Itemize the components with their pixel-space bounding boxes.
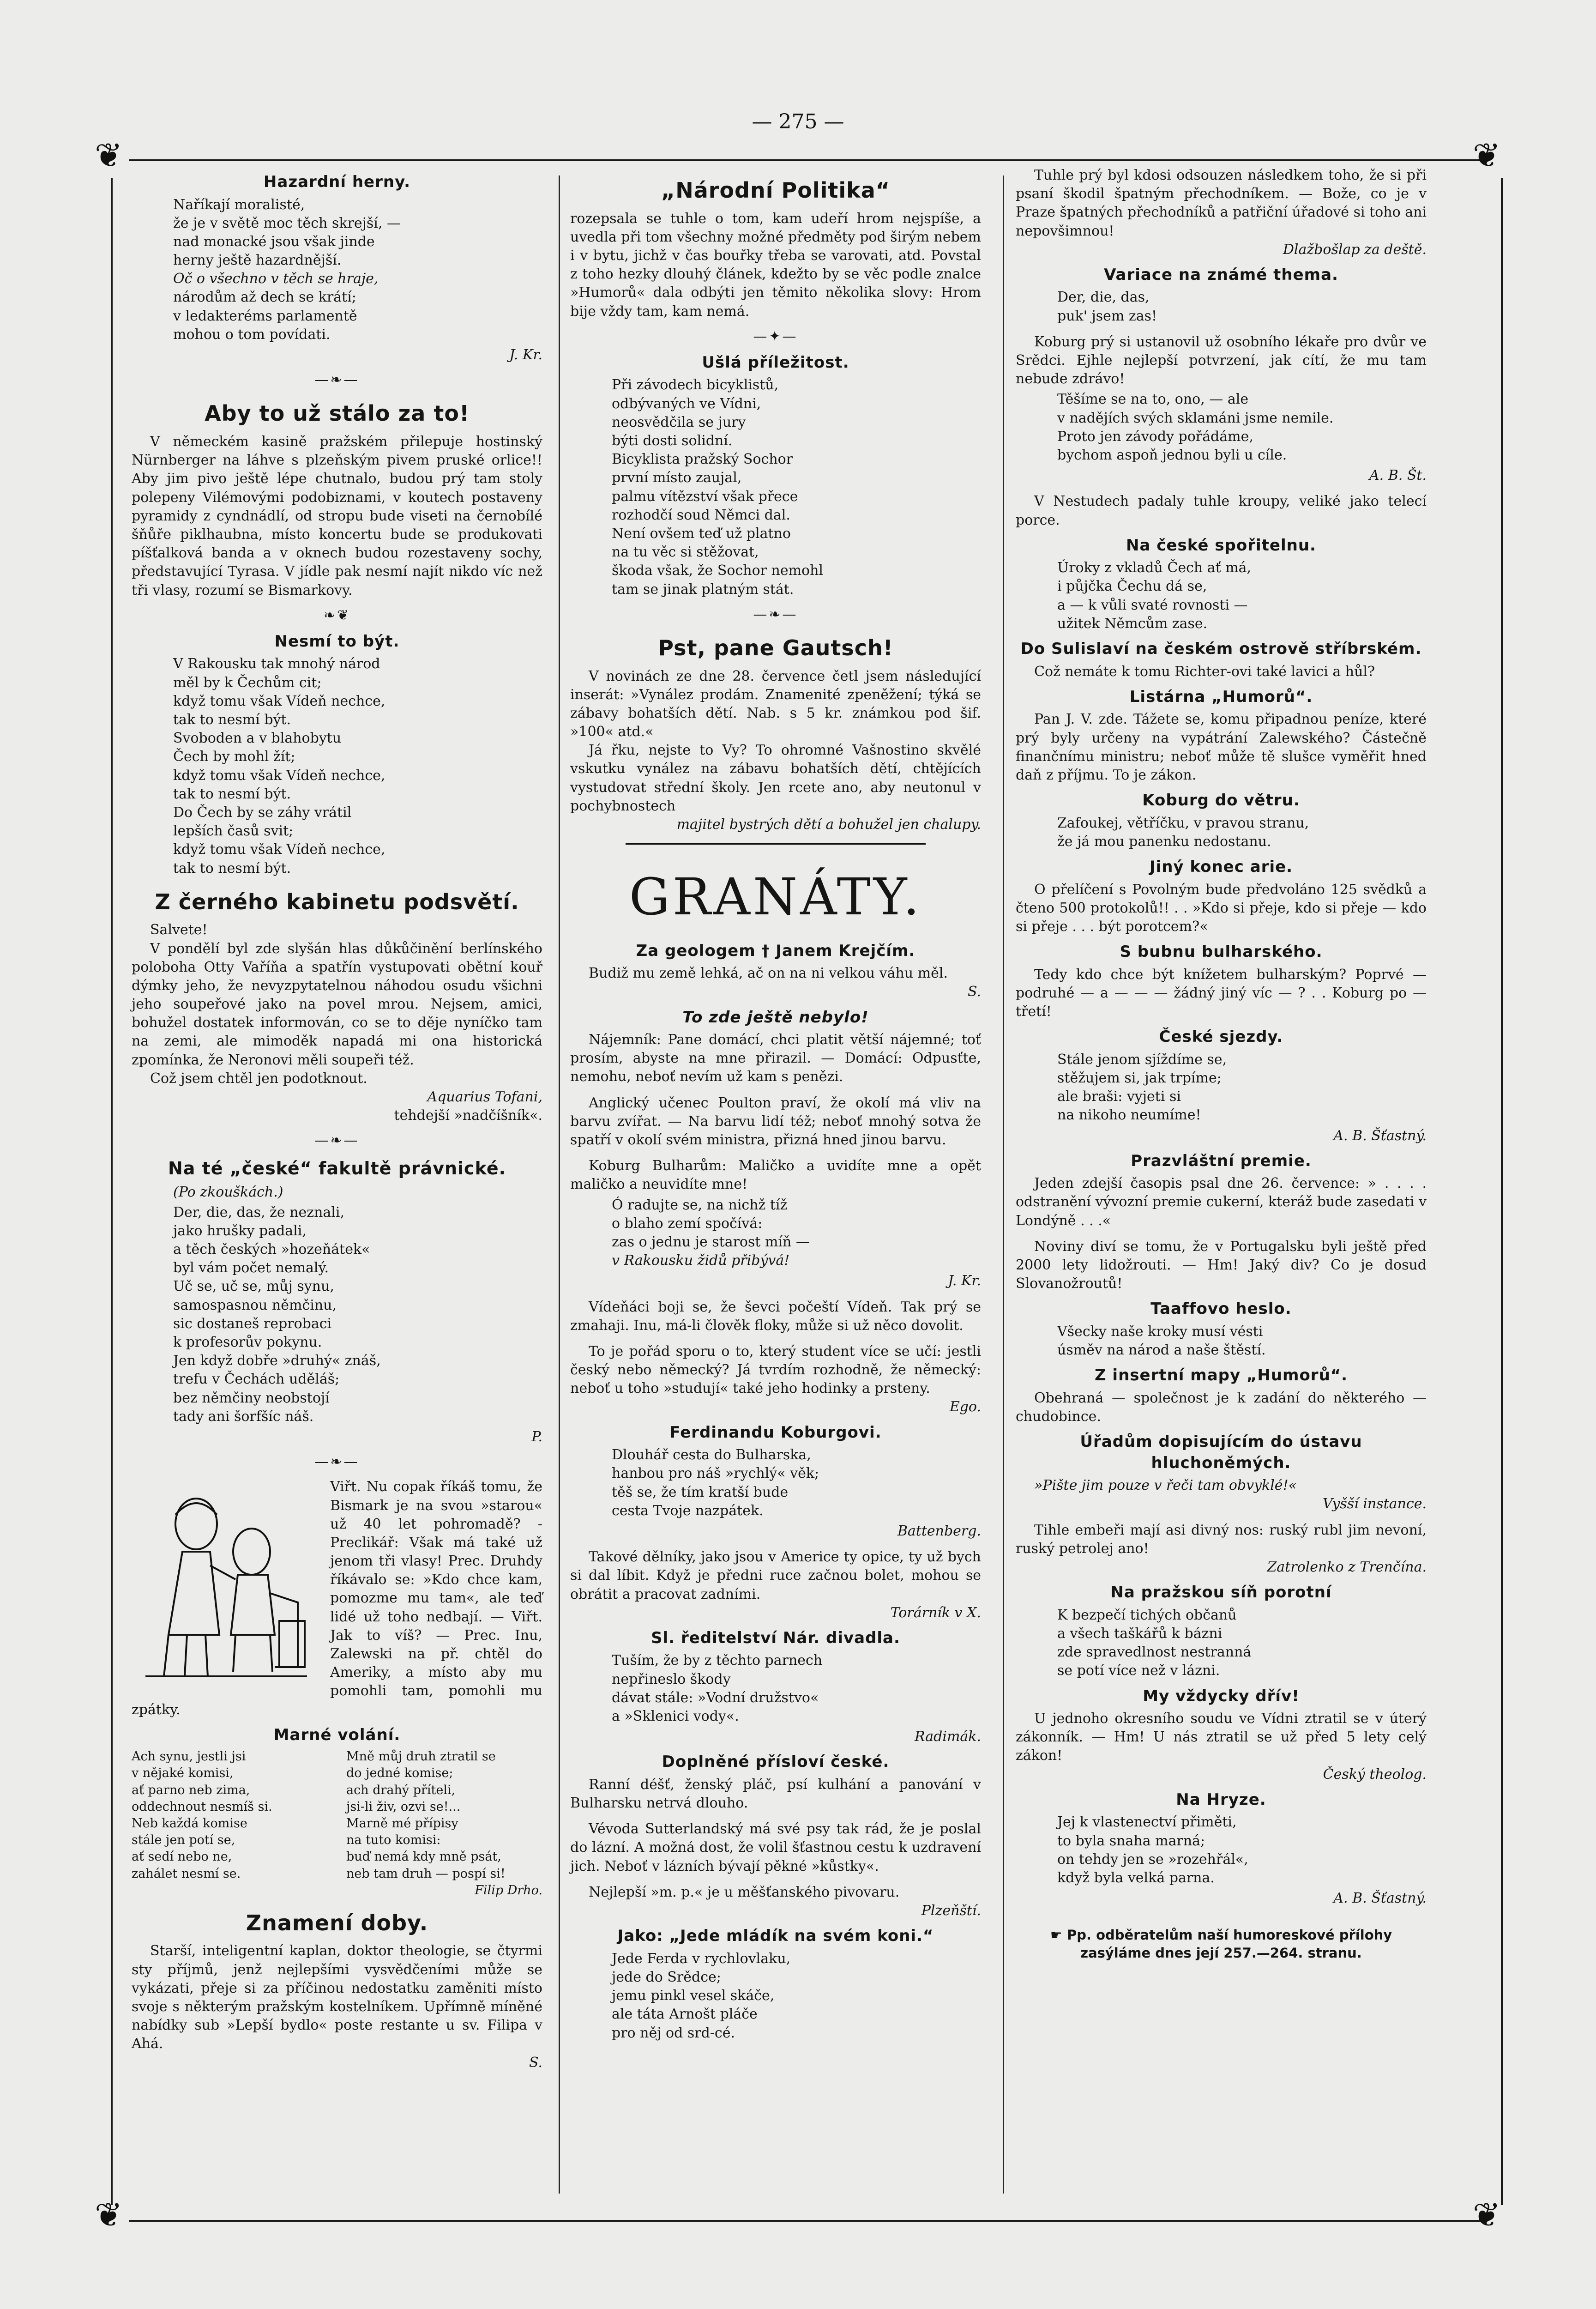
- verse-line: když byla velká parna.: [1057, 1869, 1215, 1886]
- verse-line: Stále jenom sjíždíme se,: [1057, 1051, 1227, 1068]
- verse-line: Těšíme se na to, ono, — ale: [1057, 391, 1249, 408]
- signature: A. B. Št.: [1369, 467, 1427, 484]
- verse-line: škoda však, že Sochor nemohl: [612, 562, 824, 579]
- verse-line: sic dostaneš reprobaci: [173, 1315, 332, 1332]
- verse-line: V Rakousku tak mnohý národ: [173, 656, 380, 672]
- signature: Battenberg.: [897, 1523, 981, 1539]
- verse-line: na tuto komisi:: [346, 1833, 441, 1848]
- verse-line: na tu věc si stěžovat,: [612, 544, 759, 561]
- article-title: Znamení doby.: [246, 1910, 428, 1935]
- verse-line: to byla snaha marná;: [1057, 1832, 1205, 1849]
- article-title: Na české spořitelnu.: [1126, 536, 1316, 555]
- article-text: »Pište jim pouze v řeči tam obvyklé!«: [1034, 1477, 1297, 1494]
- verse-line: se potí více než v lázni.: [1057, 1662, 1220, 1679]
- signature: Torárník v X.: [890, 1604, 981, 1621]
- verse-line: úsměv na národ a naše štěstí.: [1057, 1342, 1266, 1359]
- verse-line: byl vám počet nemalý.: [173, 1260, 329, 1276]
- article-text: Noviny diví se tomu, že v Portugalsku byli ještě před 2000 lety lidožrouti. — Hm! Jaký div? Co je dosud Slovanožroutů!: [1016, 1238, 1427, 1292]
- verse-line: odbývaných ve Vídni,: [612, 395, 761, 412]
- verse-line: Úroky z vkladů Čech ať má,: [1057, 560, 1252, 576]
- verse-line: národům až dech se krátí;: [173, 289, 356, 306]
- article-title: Marné volání.: [273, 1725, 401, 1744]
- verse-line: neosvědčila se jury: [612, 414, 746, 430]
- verse-line: Jen když dobře »druhý« znáš,: [173, 1353, 381, 1369]
- verse-line: Do Čech by se záhy vrátil: [173, 804, 352, 821]
- verse-line: v ledakteréms parlamentě: [173, 308, 357, 324]
- dialogue-text: Viřt. Nu copak říkáš tomu, že Bismark je na svou »starou« už 40 let pohromadě? - Preclikář: Však má také už jenom tři vlasy! Prec. Druhdy říkávalo se: »Kdo chce kam, pomozme mu tam«, ale teď lidé už toho nedbají. — Viřt. Jak to víš? — Prec. Inu, Zalewski na př. chtěl do Ameriky, a místo aby mu pomohli tam, pomohli mu zpátky.: [132, 1479, 542, 1718]
- verse-line: Bicyklista pražský Sochor: [612, 451, 793, 468]
- footer-text: Pp. odběratelům naší humoreskové přílohy zasýláme dnes její 257.—264. stranu.: [1066, 1927, 1392, 1961]
- article-text: Salvete!: [150, 922, 208, 938]
- verse-line: ale táta Arnošt pláče: [612, 2006, 758, 2023]
- article-text: Nájemník: Pane domácí, chci platit větší nájemné; toť prosím, abyste na mne přirazil. — Domácí: Odpusťte, nemohu, neboť nevím už kam s penězi.: [570, 1032, 981, 1085]
- verse-line: tam se jinak platným stát.: [612, 581, 794, 598]
- separator-ornament-icon: —✦—: [753, 328, 798, 345]
- article-text: Což nemáte k tomu Richter-ovi také lavici a hůl?: [1034, 663, 1375, 680]
- signature: A. B. Šťastný.: [1333, 1890, 1427, 1907]
- article-text: Starší, inteligentní kaplan, doktor theologie, se čtyrmi sty příjmů, jenž nejlepšími vysvědčeními může se vykázati, přeje si za příčinou nedostatku zaměniti místo svoje s některým pražským kostelníkem. Upřímně míněné nabídky sub »Lepší bydlo« poste restante u sv. Filipa v Ahá.: [132, 1943, 542, 2052]
- verse-line: neb tam druh — pospí si!: [346, 1866, 506, 1881]
- article-title: Koburg do větru.: [1142, 791, 1300, 810]
- separator-ornament-icon: ❧❦: [323, 607, 351, 623]
- poem-left: [132, 1748, 328, 1899]
- signature: majitel bystrých dětí a bohužel jen chalupy.: [676, 816, 981, 833]
- verse-line: Naříkají moralisté,: [173, 196, 305, 213]
- article-text: Budiž mu země lehká, ač on na ni velkou váhu měl.: [589, 965, 948, 982]
- verse-line: když tomu však Vídeň nechce,: [173, 693, 385, 709]
- signature: S.: [967, 984, 981, 1000]
- article-text: V německém kasině pražském přilepuje hostinský Nürnberger na láhve s plzeňským pivem pruské orlice!! Aby jim pivo ještě lépe chutnalo, budou prý tam stoly polepeny Vilémovými podobiznami, v koutech postaveny pyramidy z cyndnádlí, od stropu bude viseti na černobílé šňůře piklhaubna, místo koncertu bude se produkovati píšťalková banda a v oknech budou rozestaveny sochy, představující Tyrasa. V jídle pak nesmí najít nikdo víc než tři vlasy, rozumí se Bismarkovy.: [132, 434, 542, 598]
- verse-line: zahálet nesmí se.: [132, 1866, 241, 1881]
- verse-line: Všecky naše kroky musí vésti: [1057, 1323, 1263, 1340]
- article-title: Z insertní mapy „Humorů“.: [1094, 1366, 1348, 1385]
- corner-ornament-icon: ❦: [1473, 136, 1501, 175]
- verse-line: i půjčka Čechu dá se,: [1057, 578, 1207, 595]
- signature: J. Kr.: [509, 347, 542, 363]
- verse-line: Der, die, das,: [1057, 289, 1150, 306]
- verse-line: v Rakousku židů přibývá!: [612, 1252, 790, 1269]
- article-text: Tuhle prý byl kdosi odsouzen následkem toho, že si při psaní škodil špatným přechodníkem. — Bože, co je v Praze špatných přechodníků a patřiční úřadové si toho ani nepovšimnou!: [1016, 167, 1427, 239]
- verse-line: Jej k vlastenectví přiměti,: [1057, 1814, 1237, 1831]
- verse-line: první místo zaujal,: [612, 470, 742, 486]
- article-title: Variace na známé thema.: [1104, 265, 1338, 284]
- verse-line: Jede Ferda v rychlovlaku,: [612, 1950, 791, 1967]
- verse-line: ale braši: vyjeti si: [1057, 1088, 1181, 1105]
- verse-line: oddechnout nesmíš si.: [132, 1799, 272, 1814]
- verse-line: Čech by mohl žít;: [173, 749, 295, 765]
- article-text: Koburg prý si ustanovil už osobního lékaře pro dvůr ve Srědci. Ejhle nejlepší potvrzení, jak cítí, že mu tam nebude zdrávo!: [1016, 333, 1427, 387]
- article-text: V pondělí byl zde slyšán hlas důkůčinění berlínského poloboha Otty Vaříňa a spatřín vystupovati obětní kouř dýmky jeho, že nevyzpytatelnou náhodou osudu všichni jeho soupeřové jako na povel mrou. Nejsem, amici, bohužel dostatek informován, co se to děje nyníčko tam na zemi, ale mimoděk napadá mi ona historická zpomínka, že Neronovi měli soupeři též.: [132, 940, 542, 1068]
- signature: S.: [529, 2054, 542, 2071]
- article-text: U jednoho okresního soudu ve Vídni ztratil se v úterý zákonník. — Hm! U nás ztratil se už před 5 lety celý zákon!: [1016, 1711, 1427, 1764]
- verse-line: Zafoukej, větříčku, v pravou stranu,: [1057, 815, 1309, 831]
- verse-line: že je v světě moc těch skrejší, —: [173, 215, 401, 231]
- article-text: Takové dělníky, jako jsou v Americe ty opice, ty už bych si dal líbit. Když je předni ruce začnou bolet, mohou se obrátit a pracovat zadními.: [570, 1549, 981, 1602]
- column-middle: [570, 166, 981, 2044]
- signature: Dlažbošlap za deště.: [1283, 241, 1427, 258]
- verse-line: měl by k Čechům cit;: [173, 674, 322, 691]
- verse-line: trefu v Čechách uděláš;: [173, 1371, 340, 1388]
- verse-line: lepších časů svit;: [173, 823, 294, 840]
- poem: [1016, 288, 1427, 325]
- poem: [1016, 1606, 1427, 1680]
- article-text: To je pořád sporu o to, který student více se učí: jestli český nebo německý? Já tvrdím rozhodně, že německý: neboť u toho »studují« také jeho hodinky a prsteny.: [570, 1343, 981, 1397]
- verse-line: a těch českých »hozeňátek«: [173, 1241, 370, 1258]
- verse-line: Marně mé přípisy: [346, 1816, 458, 1831]
- article-text: Nejlepší »m. p.« je u měšťanského pivovaru.: [589, 1884, 900, 1900]
- signature: Plzeňští.: [921, 1903, 981, 1919]
- signature: Zatrolenko z Trenčína.: [1267, 1559, 1427, 1576]
- poem: [132, 196, 542, 345]
- verse-line: bez němčiny neobstojí: [173, 1390, 330, 1406]
- article-title: Z černého kabinetu podsvětí.: [155, 889, 519, 914]
- signature: Český theolog.: [1323, 1766, 1427, 1783]
- article-title: Úřadům dopisujícím do ústavu hluchoněmých.: [1080, 1433, 1362, 1472]
- verse-line: a — k vůli svaté rovnosti —: [1057, 597, 1248, 613]
- article-text: Vévoda Sutterlandský má své psy tak rád, že je poslal do lázní. A možná dost, že volil šťastnou cestu k uzdravení jich. Neboť v lázních bývají pěkné »kůstky«.: [570, 1821, 981, 1874]
- verse-line: Mně můj druh ztratil se: [346, 1749, 496, 1764]
- verse-line: jako hrušky padali,: [173, 1222, 307, 1239]
- verse-line: těš se, že tím kratší bude: [612, 1484, 789, 1500]
- poem: [570, 1950, 981, 2043]
- verse-line: Oč o všechno v těch se hraje,: [173, 271, 379, 287]
- cartoon-illustration: [132, 1482, 316, 1681]
- verse-line: nad monacké jsou však jinde: [173, 233, 375, 250]
- poem: [570, 376, 981, 598]
- verse-line: užitek Němcům zase.: [1057, 615, 1208, 632]
- signature: P.: [531, 1428, 542, 1445]
- article-title: Jiný konec arie.: [1149, 857, 1293, 876]
- verse-line: do jedné komise;: [346, 1766, 453, 1781]
- verse-line: hanbou pro náš »rychlý« věk;: [612, 1465, 819, 1482]
- verse-line: jemu pinkl vesel skáče,: [612, 1988, 775, 2004]
- article-text: Koburg Bulharům: Maličko a uvidíte mne a opět maličko a neuvidíte mne!: [570, 1158, 981, 1193]
- corner-ornament-icon: ❦: [95, 2195, 123, 2234]
- verse-line: v nějaké komisi,: [132, 1766, 234, 1781]
- column-right: [1016, 166, 1427, 1962]
- verse-line: tak to nesmí být.: [173, 712, 291, 728]
- verse-line: stěžujem si, jak trpíme;: [1057, 1070, 1222, 1086]
- verse-line: Dlouhář cesta do Bulharska,: [612, 1447, 811, 1463]
- poem: [1016, 814, 1427, 851]
- article-text: V Nestudech padaly tuhle kroupy, veliké jako telecí porce.: [1016, 493, 1427, 528]
- poem: [570, 1196, 981, 1270]
- verse-line: Není ovšem teď už platno: [612, 525, 791, 542]
- separator-ornament-icon: —❧—: [753, 606, 798, 623]
- article-title: Do Sulislaví na českém ostrově stříbrském.: [1020, 640, 1422, 659]
- verse-line: Uč se, uč se, můj synu,: [173, 1278, 334, 1295]
- verse-line: v nadějích svých sklamáni jsme nemile.: [1057, 410, 1334, 426]
- verse-line: Ach synu, jestli jsi: [132, 1749, 246, 1764]
- signature: J. Kr.: [948, 1273, 981, 1289]
- verse-line: zas o jednu je starost míň —: [612, 1233, 810, 1250]
- article-text: O přelíčení s Povolným bude předvoláno 125 svědků a čteno 500 protokolů!! . . »Kdo si přeje, kdo si přeje — kdo si přeje . . . být porotcem?«: [1016, 881, 1427, 935]
- signature: tehdejší »nadčíšník«.: [394, 1107, 542, 1124]
- article-text: Což jsem chtěl jen podotknout.: [150, 1070, 367, 1087]
- footer-notice: [1016, 1926, 1427, 1962]
- verse-line: Při závodech bicyklistů,: [612, 377, 779, 393]
- article-title: Prazvláštní premie.: [1131, 1151, 1312, 1170]
- page-number: — 275 —: [752, 110, 844, 133]
- verse-line: nepřineslo škody: [612, 1671, 731, 1687]
- verse-line: herny ještě hazardnější.: [173, 252, 342, 269]
- verse-line: když tomu však Vídeň nechce,: [173, 841, 385, 858]
- corner-ornament-icon: ❦: [95, 136, 123, 175]
- verse-line: ach drahý příteli,: [346, 1783, 456, 1797]
- article-title: Hazardní herny.: [263, 173, 411, 191]
- verse-line: samospasnou němčinu,: [173, 1297, 337, 1313]
- verse-line: mohou o tom povídati.: [173, 326, 331, 343]
- article-text: Já řku, nejste to Vy? To ohromné Vašnostino skvělé vskutku vynález na zábavu bohatších dětí, chtějících vystudovat střední školy. Jen rcete ano, aby neutonul v pochybnostech: [570, 742, 981, 814]
- article-subtitle: (Po zkouškách.): [173, 1184, 283, 1200]
- poem-right: [346, 1748, 542, 1899]
- article-title: Jako: „Jede mládík na svém koni.“: [617, 1927, 934, 1946]
- poem: [570, 1651, 981, 1726]
- article-title: Pst, pane Gautsch!: [658, 635, 893, 660]
- verse-line: jede do Srědce;: [612, 1969, 721, 1985]
- article-title: To zde ještě nebylo!: [682, 1008, 869, 1027]
- poem: [1016, 1323, 1427, 1360]
- verse-line: Der, die, das, že neznali,: [173, 1204, 345, 1221]
- verse-line: zde spravedlnost nestranná: [1057, 1644, 1252, 1661]
- verse-line: buď nemá kdy mně psát,: [346, 1850, 501, 1864]
- verse-line: o blaho zemí spočívá:: [612, 1215, 763, 1232]
- verse-line: dávat stále: »Vodní družstvo«: [612, 1689, 819, 1706]
- verse-line: k profesorův pokynu.: [173, 1334, 322, 1350]
- separator-ornament-icon: —❧—: [314, 372, 360, 388]
- verse-line: jsi-li živ, ozvi se!...: [346, 1799, 461, 1814]
- section-rule: [626, 843, 926, 845]
- signature: A. B. Šťastný.: [1333, 1127, 1427, 1144]
- verse-line: palmu vítězství však přece: [612, 488, 798, 505]
- poem: [1016, 390, 1427, 465]
- two-column-poem: [132, 1748, 542, 1899]
- article-title: Na té „české“ fakultě právnické.: [168, 1158, 506, 1179]
- verse-line: že já mou panenku nedostanu.: [1057, 833, 1271, 850]
- verse-line: a »Sklenici vody«.: [612, 1708, 739, 1724]
- article-text: Jeden zdejší časopis psal dne 26. července: » . . . . odstranění vývozní premie cukerní, kteráž bude zasedati v Londýně . . .«: [1016, 1175, 1427, 1229]
- section-heading-granaty: GRANÁTY.: [629, 867, 922, 927]
- verse-line: Svoboden a v blahobytu: [173, 730, 342, 747]
- verse-line: Tuším, že by z těchto parnech: [612, 1652, 823, 1669]
- verse-line: tady ani šorfšíc náš.: [173, 1408, 314, 1425]
- article-text: Ranní déšť, ženský pláč, psí kulhání a panování v Bulharsku netrvá dlouho.: [570, 1776, 981, 1812]
- article-title: Nesmí to být.: [274, 632, 400, 651]
- column-left: [132, 166, 542, 2072]
- verse-line: tak to nesmí být.: [173, 860, 291, 876]
- verse-line: Ó radujte se, na nichž tíž: [612, 1197, 788, 1213]
- verse-line: rozhodčí soud Němci dal.: [612, 507, 790, 523]
- article-text: V novinách ze dne 28. července četl jsem následující inserát: »Vynález prodám. Znamenité zpeněžení; týká se zábavy bohatších dětí. Nab. s 5 kr. známkou pod šif. »100« atd.«: [570, 668, 981, 740]
- separator-ornament-icon: —❧—: [314, 1132, 360, 1149]
- article-title: S bubnu bulharského.: [1120, 943, 1323, 961]
- verse-line: bychom aspoň jednou byli u cíle.: [1057, 447, 1287, 463]
- signature: Radimák.: [914, 1729, 981, 1745]
- poem: [1016, 1051, 1427, 1125]
- verse-line: stále jen potí se,: [132, 1833, 235, 1848]
- verse-line: pro něj od srd-cé.: [612, 2025, 735, 2041]
- article-text: rozepsala se tuhle o tom, kam udeří hrom nejspíše, a uvedla při tom všechny možné předměty pod širým nebem i v bytu, jichž v čas bouřky třeba se varovati, atd. Povstal z toho hezky dlouhý článek, kdežto by se věc podle znalce »Humorů« dala odbýti jen těmito několika slovy: Hrom bije vždy tam, kam nemá.: [570, 210, 981, 320]
- article-title: České sjezdy.: [1159, 1028, 1283, 1046]
- verse-line: on tehdy jen se »rozehřál«,: [1057, 1851, 1248, 1868]
- signature: Filip Drho.: [475, 1883, 542, 1898]
- separator-ornament-icon: —❧—: [314, 1454, 360, 1470]
- verse-line: cesta Tvoje nazpátek.: [612, 1502, 764, 1519]
- signature: Ego.: [949, 1399, 981, 1415]
- article-title: My vždycky dřív!: [1143, 1686, 1300, 1705]
- verse-line: ať parno neb zima,: [132, 1783, 250, 1797]
- verse-line: býti dosti solidní.: [612, 433, 733, 449]
- article-title: Sl. ředitelství Nár. divadla.: [651, 1628, 900, 1647]
- verse-line: K bezpečí tichých občanů: [1057, 1607, 1237, 1623]
- poem: [132, 1203, 542, 1426]
- article-title: Listárna „Humorů“.: [1129, 687, 1313, 706]
- article-title: Ferdinandu Koburgovi.: [669, 1423, 882, 1442]
- article-text: Obehraná — společnost je k zadání do některého — chudobince.: [1016, 1390, 1427, 1425]
- article-text: Tihle embeři mají asi divný nos: ruský rubl jim nevoní, ruský petrolej ano!: [1016, 1522, 1427, 1557]
- poem: [132, 655, 542, 877]
- article-text: Vídeňáci boji se, že ševci počeští Vídeň. Tak prý se zmahaji. Inu, má-li člověk floky, může si už něco dovolit.: [570, 1299, 981, 1334]
- article-title: Ušlá příležitost.: [702, 353, 849, 372]
- article-title: „Národní Politika“: [661, 178, 890, 203]
- pointing-hand-icon: ☛: [1050, 1927, 1067, 1943]
- article-title: Na pražskou síň porotní: [1110, 1583, 1332, 1602]
- column-rule: [559, 175, 560, 2194]
- article-title: Taaffovo heslo.: [1150, 1300, 1292, 1318]
- article-title: Aby to už stálo za to!: [205, 401, 470, 426]
- poem: [570, 1446, 981, 1520]
- verse-line: tak to nesmí být.: [173, 786, 291, 802]
- verse-line: Proto jen závody pořádáme,: [1057, 428, 1253, 445]
- verse-line: Neb každá komise: [132, 1816, 247, 1831]
- article-text: Anglický učenec Poulton praví, že okolí má vliv na barvu zvířat. — Na barvu lidí též; neboť mnohý sotva že spatří v okolí svém ministra, přizná hned jinou barvu.: [570, 1094, 981, 1148]
- verse-line: ať sedí nebo ne,: [132, 1850, 232, 1864]
- poem: [1016, 1813, 1427, 1887]
- article-title: Na Hryze.: [1176, 1790, 1266, 1809]
- article-title: Doplněné přísloví české.: [662, 1753, 890, 1771]
- article-text: Pan J. V. zde. Tážete se, komu připadnou peníze, které prý byly určeny na vypátrání Zalewského? Částečně finančnímu ministru; neboť může tě slušce vyměřit hned daň z příjmu. To je zákon.: [1016, 711, 1427, 783]
- verse-line: na nikoho neumíme!: [1057, 1107, 1201, 1124]
- article-text: Tedy kdo chce být knížetem bulharským? Poprvé — podruhé — a — — — žádný jiný víc — ? . . Koburg po — třetí!: [1016, 966, 1427, 1020]
- signature: Aquarius Tofani,: [427, 1089, 542, 1106]
- verse-line: a všech taškářů k bázni: [1057, 1625, 1223, 1642]
- verse-line: puk' jsem zas!: [1057, 308, 1157, 324]
- column-rule: [1003, 175, 1004, 2194]
- signature: Vyšší instance.: [1323, 1496, 1427, 1512]
- corner-ornament-icon: ❦: [1473, 2195, 1501, 2234]
- article-title: Za geologem † Janem Krejčím.: [636, 941, 915, 960]
- poem: [1016, 559, 1427, 633]
- verse-line: když tomu však Vídeň nechce,: [173, 767, 385, 784]
